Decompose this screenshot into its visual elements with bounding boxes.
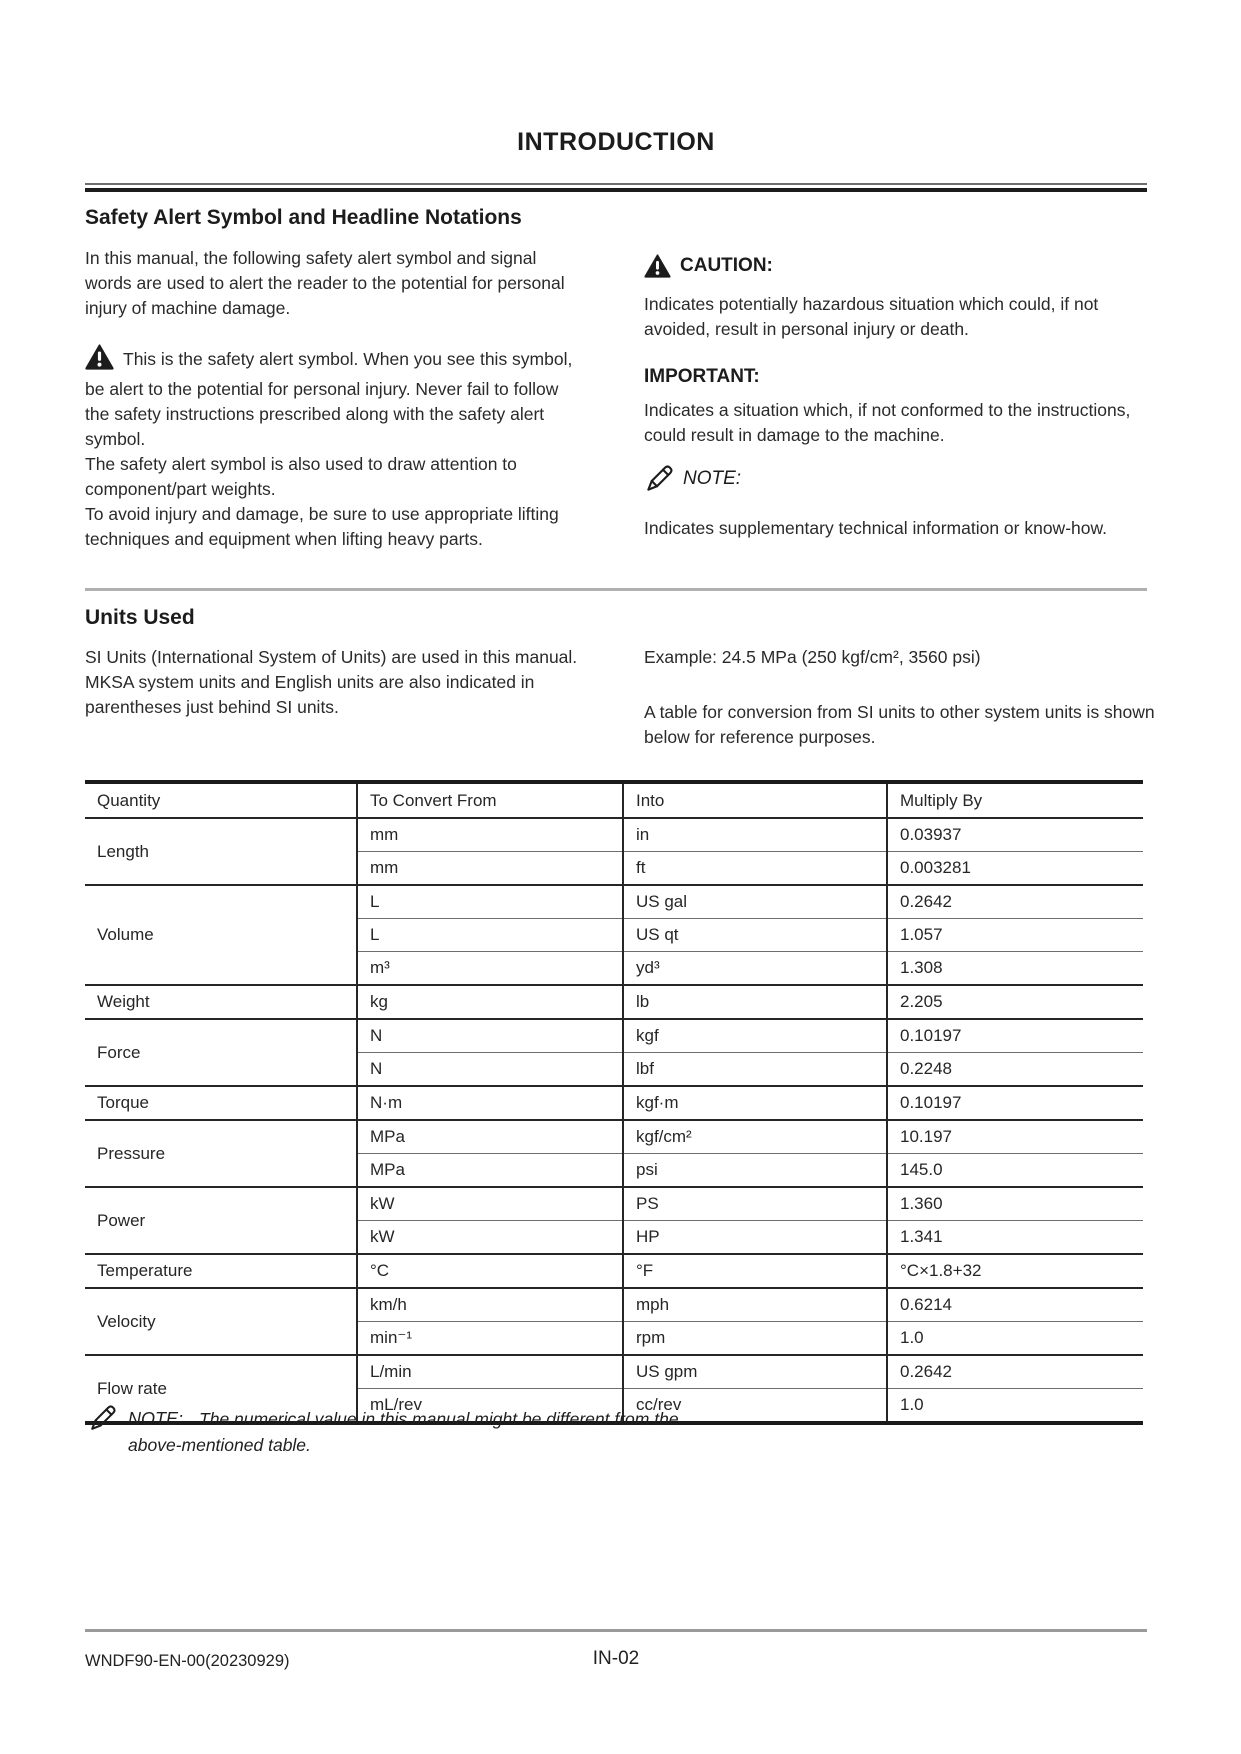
note-body: Indicates supplementary technical information or know-how. xyxy=(644,518,1108,538)
quantity-cell: Length xyxy=(85,818,357,885)
quantity-cell: Flow rate xyxy=(85,1355,357,1423)
pencil-icon xyxy=(644,464,674,494)
into-cell: US gal xyxy=(623,885,887,919)
table-row xyxy=(85,1288,1143,1322)
convert-from-cell: kW xyxy=(357,1187,623,1221)
into-cell: US gpm xyxy=(623,1355,887,1389)
safety-paragraph-1: In this manual, the following safety alert symbol and signal words are used to alert the reader to the potential for personal injury of machine damage. xyxy=(85,248,565,318)
caution-body: Indicates potentially hazardous situation which could, if not avoided, result in personal injury or death. xyxy=(644,294,1099,339)
table-row xyxy=(85,885,1143,919)
convert-from-cell: mm xyxy=(357,852,623,886)
bottom-note-label: NOTE: xyxy=(128,1409,184,1429)
multiply-by-cell: 1.0 xyxy=(887,1389,1143,1424)
convert-from-cell: L xyxy=(357,885,623,919)
caution-label: CAUTION: xyxy=(680,255,773,276)
important-heading xyxy=(644,366,1156,388)
quantity-cell: Pressure xyxy=(85,1120,357,1187)
table-header-cell: Into xyxy=(623,782,887,818)
into-cell: lbf xyxy=(623,1053,887,1087)
table-body xyxy=(85,818,1143,1423)
into-cell: °F xyxy=(623,1254,887,1288)
convert-from-cell: N xyxy=(357,1019,623,1053)
into-cell: rpm xyxy=(623,1322,887,1356)
table-row xyxy=(85,818,1143,852)
into-cell: cc/rev xyxy=(623,1389,887,1424)
multiply-by-cell: 1.057 xyxy=(887,919,1143,952)
convert-from-cell: N·m xyxy=(357,1086,623,1120)
multiply-by-cell: 0.2642 xyxy=(887,885,1143,919)
multiply-by-cell: 1.341 xyxy=(887,1221,1143,1255)
section-heading-safety: Safety Alert Symbol and Headline Notations xyxy=(85,206,522,229)
safety-paragraph-2-line-3: To avoid injury and damage, be sure to use appropriate lifting techniques and equipment when lifting heavy parts. xyxy=(85,504,559,549)
safety-alert-icon xyxy=(85,344,114,377)
multiply-by-cell: 1.360 xyxy=(887,1187,1143,1221)
into-cell: mph xyxy=(623,1288,887,1322)
safety-paragraph-2 xyxy=(85,344,585,552)
convert-from-cell: MPa xyxy=(357,1120,623,1154)
units-body-left: SI Units (International System of Units) are used in this manual. MKSA system units and English units are also indicated in parentheses just behind SI units. xyxy=(85,647,578,717)
bottom-note-body: The numerical value in this manual might be different from the above-mentioned table. xyxy=(128,1409,679,1455)
caution-heading xyxy=(644,254,1156,278)
into-cell: HP xyxy=(623,1221,887,1255)
table-row xyxy=(85,1187,1143,1221)
units-conversion-table-wrapper xyxy=(85,780,1143,1425)
multiply-by-cell: 0.10197 xyxy=(887,1019,1143,1053)
into-cell: kgf xyxy=(623,1019,887,1053)
units-table xyxy=(85,780,1143,1425)
into-cell: US qt xyxy=(623,919,887,952)
convert-from-cell: L xyxy=(357,919,623,952)
table-row xyxy=(85,1254,1143,1288)
into-cell: PS xyxy=(623,1187,887,1221)
convert-from-cell: m³ xyxy=(357,952,623,986)
caution-alert-icon xyxy=(644,254,671,278)
into-cell: kgf·m xyxy=(623,1086,887,1120)
convert-from-cell: km/h xyxy=(357,1288,623,1322)
footer-document-number: WNDF90-EN-00(20230929) xyxy=(85,1652,290,1670)
convert-from-cell: mL/rev xyxy=(357,1389,623,1424)
multiply-by-cell: °C×1.8+32 xyxy=(887,1254,1143,1288)
into-cell: kgf/cm² xyxy=(623,1120,887,1154)
multiply-by-cell: 0.003281 xyxy=(887,852,1143,886)
table-header-row xyxy=(85,782,1143,818)
bottom-note-pencil-icon xyxy=(88,1404,117,1433)
convert-from-cell: L/min xyxy=(357,1355,623,1389)
into-cell: ft xyxy=(623,852,887,886)
convert-from-cell: kW xyxy=(357,1221,623,1255)
bottom-note xyxy=(128,1406,728,1458)
note-label: NOTE: xyxy=(683,468,742,489)
multiply-by-cell: 1.308 xyxy=(887,952,1143,986)
table-header-cell: To Convert From xyxy=(357,782,623,818)
safety-paragraph-2-line-1: This is the safety alert symbol. When you see this symbol, be alert to the potential for personal injury. Never fail to follow the safety instructions prescribed along with the safety alert symbol. xyxy=(85,344,585,452)
table-header-cell: Multiply By xyxy=(887,782,1143,818)
footer-rule xyxy=(85,1629,1147,1632)
into-cell: psi xyxy=(623,1154,887,1188)
convert-from-cell: °C xyxy=(357,1254,623,1288)
footer-page-number: IN-02 xyxy=(592,1648,640,1669)
quantity-cell: Temperature xyxy=(85,1254,357,1288)
into-cell: lb xyxy=(623,985,887,1019)
multiply-by-cell: 0.2642 xyxy=(887,1355,1143,1389)
header-rule-top xyxy=(85,183,1147,185)
units-body-right: A table for conversion from SI units to other system units is shown below for reference purposes. xyxy=(644,702,1155,747)
quantity-cell: Volume xyxy=(85,885,357,985)
table-row xyxy=(85,1355,1143,1389)
convert-from-cell: mm xyxy=(357,818,623,852)
section-divider-rule xyxy=(85,588,1147,591)
header-rule-bottom xyxy=(85,188,1147,192)
table-row xyxy=(85,1120,1143,1154)
units-example: Example: 24.5 MPa (250 kgf/cm², 3560 psi) xyxy=(644,647,981,667)
into-cell: in xyxy=(623,818,887,852)
multiply-by-cell: 145.0 xyxy=(887,1154,1143,1188)
multiply-by-cell: 0.6214 xyxy=(887,1288,1143,1322)
convert-from-cell: N xyxy=(357,1053,623,1087)
quantity-cell: Force xyxy=(85,1019,357,1086)
multiply-by-cell: 2.205 xyxy=(887,985,1143,1019)
important-label: IMPORTANT: xyxy=(644,366,760,387)
multiply-by-cell: 0.2248 xyxy=(887,1053,1143,1087)
safety-paragraph-2-line-2: The safety alert symbol is also used to draw attention to component/part weights. xyxy=(85,454,517,499)
quantity-cell: Velocity xyxy=(85,1288,357,1355)
table-row xyxy=(85,985,1143,1019)
table-row xyxy=(85,1019,1143,1053)
multiply-by-cell: 1.0 xyxy=(887,1322,1143,1356)
quantity-cell: Torque xyxy=(85,1086,357,1120)
table-row xyxy=(85,1086,1143,1120)
note-heading xyxy=(644,464,1156,494)
page-title: INTRODUCTION xyxy=(517,128,715,156)
multiply-by-cell: 0.10197 xyxy=(887,1086,1143,1120)
quantity-cell: Power xyxy=(85,1187,357,1254)
multiply-by-cell: 10.197 xyxy=(887,1120,1143,1154)
convert-from-cell: min⁻¹ xyxy=(357,1322,623,1356)
convert-from-cell: kg xyxy=(357,985,623,1019)
table-header-cell: Quantity xyxy=(85,782,357,818)
section-heading-units: Units Used xyxy=(85,606,195,629)
into-cell: yd³ xyxy=(623,952,887,986)
convert-from-cell: MPa xyxy=(357,1154,623,1188)
multiply-by-cell: 0.03937 xyxy=(887,818,1143,852)
important-body: Indicates a situation which, if not conformed to the instructions, could result in damage to the machine. xyxy=(644,400,1131,445)
quantity-cell: Weight xyxy=(85,985,357,1019)
